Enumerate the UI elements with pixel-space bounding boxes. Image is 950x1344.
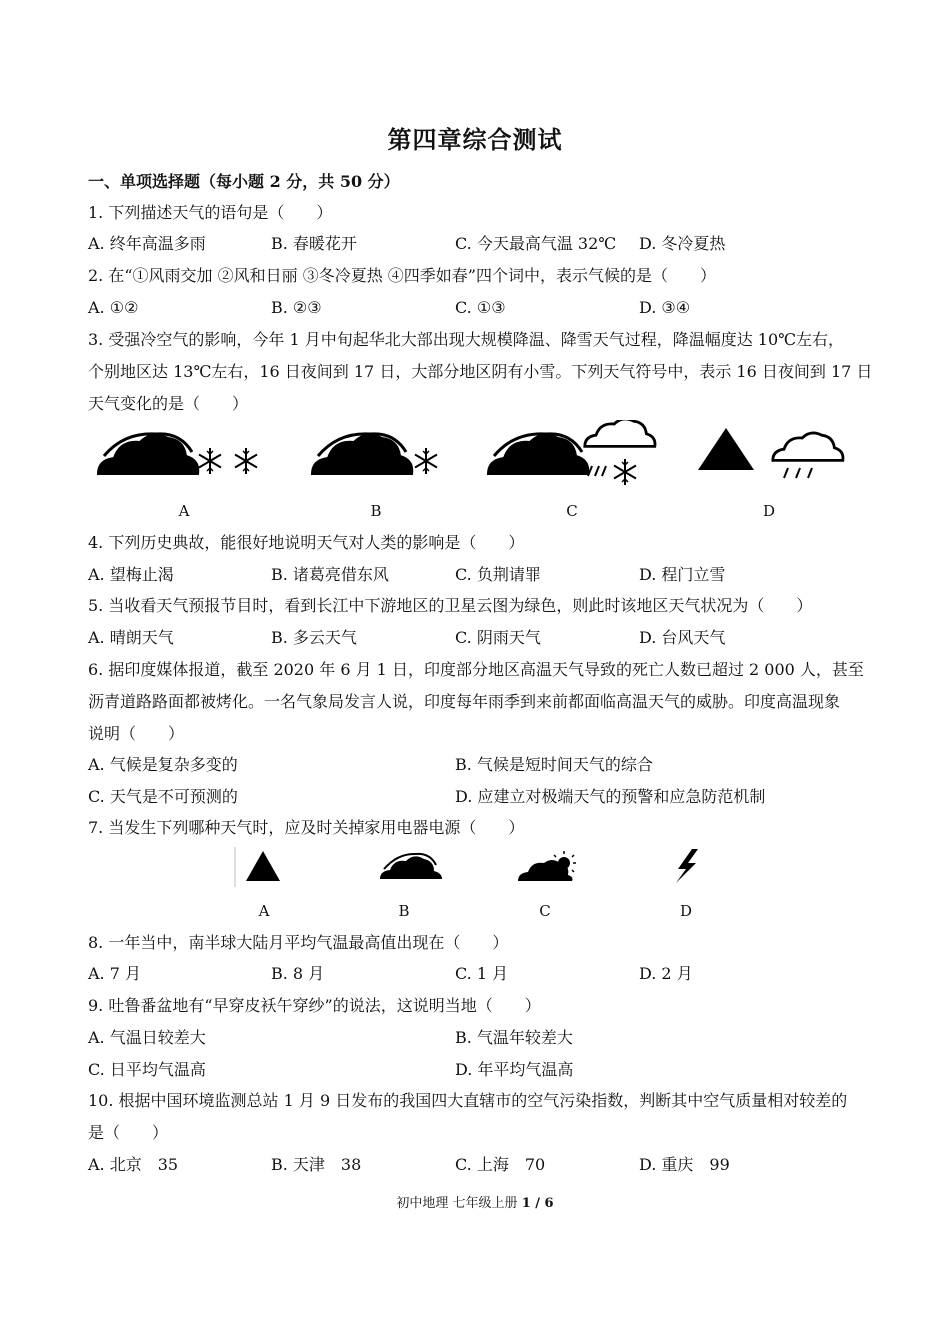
q10-option-a[interactable]: A. 北京 35 bbox=[88, 1155, 179, 1174]
q7-weather-symbols bbox=[230, 845, 710, 890]
q2-option-c[interactable]: C. ①③ bbox=[455, 298, 506, 317]
question-3-line-3: 天气变化的是（ ） bbox=[88, 394, 249, 413]
question-10-line-2: 是（ ） bbox=[88, 1123, 169, 1142]
q3-label-d[interactable]: D bbox=[762, 502, 776, 520]
q7-label-c[interactable]: C bbox=[539, 902, 551, 920]
q7-label-b[interactable]: B bbox=[398, 902, 410, 920]
q9-option-c[interactable]: C. 日平均气温高 bbox=[88, 1060, 206, 1079]
question-4-stem: 4. 下列历史典故，能很好地说明天气对人类的影响是（ ） bbox=[88, 533, 525, 552]
question-5-stem: 5. 当收看天气预报节目时，看到长江中下游地区的卫星云图为绿色，则此时该地区天气状况为（ ） bbox=[88, 596, 813, 615]
question-6-line-1: 6. 据印度媒体报道，截至 2020 年 6 月 1 日，印度部分地区高温天气导致的死亡人数已超过 2 000 人，甚至 bbox=[88, 660, 864, 679]
q5-option-c[interactable]: C. 阴雨天气 bbox=[455, 628, 541, 647]
question-1-stem: 1. 下列描述天气的语句是（ ） bbox=[88, 203, 333, 222]
q6-option-a[interactable]: A. 气候是复杂多变的 bbox=[88, 755, 238, 774]
q7-symbol-a-hail-icon bbox=[246, 851, 280, 881]
question-9-stem: 9. 吐鲁番盆地有“早穿皮袄午穿纱”的说法，这说明当地（ ） bbox=[88, 996, 541, 1015]
q10-option-d[interactable]: D. 重庆 99 bbox=[639, 1155, 730, 1174]
question-3-line-1: 3. 受强冷空气的影响，今年 1 月中旬起华北大部出现大规模降温、降雪天气过程，降温幅度达 10℃左右， bbox=[88, 330, 845, 349]
q9-option-d[interactable]: D. 年平均气温高 bbox=[455, 1060, 574, 1079]
q4-option-d[interactable]: D. 程门立雪 bbox=[639, 565, 726, 584]
q7-label-d[interactable]: D bbox=[679, 902, 693, 920]
q1-option-c[interactable]: C. 今天最高气温 32℃ bbox=[455, 234, 617, 253]
question-8-stem: 8. 一年当中，南半球大陆月平均气温最高值出现在（ ） bbox=[88, 933, 509, 952]
q9-option-a[interactable]: A. 气温日较差大 bbox=[88, 1028, 206, 1047]
q8-option-a[interactable]: A. 7 月 bbox=[88, 964, 141, 983]
q4-option-a[interactable]: A. 望梅止渴 bbox=[88, 565, 174, 584]
q2-option-a[interactable]: A. ①② bbox=[88, 298, 139, 317]
section-heading: 一、单项选择题（每小题 2 分，共 50 分） bbox=[88, 172, 400, 191]
page-footer bbox=[0, 1192, 950, 1211]
q8-option-b[interactable]: B. 8 月 bbox=[271, 964, 325, 983]
page-title: 第四章综合测试 bbox=[387, 125, 563, 154]
q3-label-b[interactable]: B bbox=[370, 502, 382, 520]
question-6-line-3: 说明（ ） bbox=[88, 724, 185, 743]
q4-option-c[interactable]: C. 负荆请罪 bbox=[455, 565, 541, 584]
page-number: 1 / 6 bbox=[521, 1196, 554, 1211]
q5-option-d[interactable]: D. 台风天气 bbox=[639, 628, 726, 647]
q6-option-c[interactable]: C. 天气是不可预测的 bbox=[88, 787, 238, 806]
q4-option-b[interactable]: B. 诸葛亮借东风 bbox=[271, 565, 389, 584]
q10-option-b[interactable]: B. 天津 38 bbox=[271, 1155, 362, 1174]
q7-label-a[interactable]: A bbox=[258, 902, 270, 920]
q1-option-b[interactable]: B. 春暖花开 bbox=[271, 234, 357, 253]
q9-option-b[interactable]: B. 气温年较差大 bbox=[455, 1028, 573, 1047]
question-2-stem: 2. 在“①风雨交加 ②风和日丽 ③冬冷夏热 ④四季如春”四个词中，表示气候的是（ ） bbox=[88, 266, 716, 285]
q3-symbol-c-icon bbox=[488, 420, 655, 485]
q3-symbol-b-overcast-icon bbox=[312, 434, 437, 474]
q5-option-b[interactable]: B. 多云天气 bbox=[271, 628, 357, 647]
q6-option-b[interactable]: B. 气候是短时间天气的综合 bbox=[455, 755, 653, 774]
q8-option-c[interactable]: C. 1 月 bbox=[455, 964, 509, 983]
q5-option-a[interactable]: A. 晴朗天气 bbox=[88, 628, 174, 647]
q2-option-d[interactable]: D. ③④ bbox=[639, 298, 691, 317]
q3-weather-symbols bbox=[88, 420, 868, 490]
q10-option-c[interactable]: C. 上海 70 bbox=[455, 1155, 546, 1174]
q6-option-d[interactable]: D. 应建立对极端天气的预警和应急防范机制 bbox=[455, 787, 766, 806]
q3-symbol-a-overcast-icon bbox=[98, 434, 257, 474]
question-6-line-2: 沥青道路路面都被烤化。一名气象局发言人说，印度每年雨季到来前都面临高温天气的威胁。印度高温现象 bbox=[88, 692, 841, 711]
q7-symbol-c-partly-cloudy-icon bbox=[518, 851, 576, 881]
q3-symbol-d-icon bbox=[698, 428, 843, 478]
question-3-line-2: 个别地区达 13℃左右，16 日夜间到 17 日，大部分地区阴有小雪。下列天气符号中，表示 16 日夜间到 17 日 bbox=[88, 362, 873, 381]
q7-symbol-d-thunder-icon bbox=[676, 849, 698, 883]
q1-option-d[interactable]: D. 冬冷夏热 bbox=[639, 234, 726, 253]
q1-option-a[interactable]: A. 终年高温多雨 bbox=[88, 234, 206, 253]
q8-option-d[interactable]: D. 2 月 bbox=[639, 964, 693, 983]
question-10-line-1: 10. 根据中国环境监测总站 1 月 9 日发布的我国四大直辖市的空气污染指数，判断其中空气质量相对较差的 bbox=[88, 1091, 848, 1110]
q7-symbol-b-overcast-icon bbox=[380, 854, 442, 879]
q3-label-c[interactable]: C bbox=[566, 502, 578, 520]
footer-text: 初中地理 七年级上册 bbox=[396, 1196, 522, 1211]
q3-label-a[interactable]: A bbox=[178, 502, 190, 520]
question-7-stem: 7. 当发生下列哪种天气时，应及时关掉家用电器电源（ ） bbox=[88, 818, 525, 837]
q2-option-b[interactable]: B. ②③ bbox=[271, 298, 322, 317]
